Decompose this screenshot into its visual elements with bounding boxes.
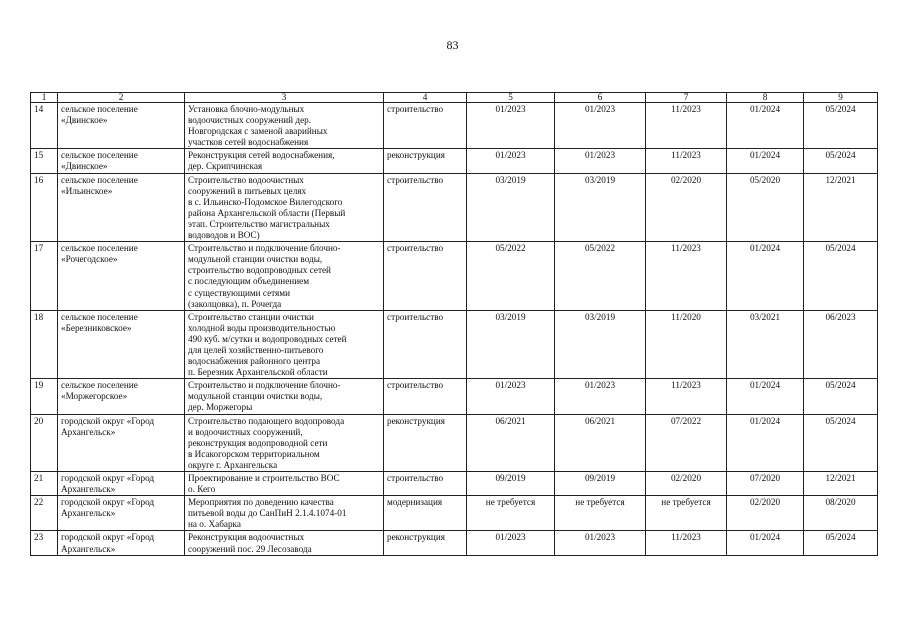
date-cell: 06/2021 — [467, 414, 555, 471]
date-cell: 11/2023 — [646, 149, 727, 173]
date-cell: 02/2020 — [646, 173, 727, 242]
description-line: в с. Ильинско-Подомское Вилегодского — [188, 196, 343, 207]
date-cell: не требуется — [646, 496, 727, 531]
settlement-cell — [58, 242, 185, 311]
description-line: Реконструкция сетей водоснабжения, — [188, 150, 335, 161]
description-line: о. Кего — [188, 484, 216, 495]
row-number-cell: 22 — [31, 496, 58, 531]
description-line: на о. Хабарка — [188, 519, 241, 530]
settlement-cell — [58, 496, 185, 531]
date-cell: 02/2020 — [727, 496, 804, 531]
date-cell: 05/2022 — [467, 242, 555, 311]
settlement-line: «Моржегорское» — [61, 391, 128, 402]
description-cell — [185, 379, 384, 414]
date-cell: 12/2021 — [804, 173, 878, 242]
date-cell: 01/2024 — [727, 531, 804, 555]
description-line: Строительство и подключение блочно- — [188, 243, 341, 254]
description-cell — [185, 472, 384, 496]
description-line: сооружений пос. 29 Лесозавода — [188, 543, 312, 554]
description-line: питьевой воды до СанПиН 2.1.4.1074-01 — [188, 508, 347, 519]
date-cell: 11/2023 — [646, 379, 727, 414]
date-cell: 03/2019 — [467, 310, 555, 379]
settlement-line: Архангельск» — [61, 426, 116, 437]
row-number-cell: 18 — [31, 310, 58, 379]
work-type-cell: строительство — [384, 173, 467, 242]
description-line: водоснабжения районного центра — [188, 356, 321, 367]
date-cell: 11/2023 — [646, 103, 727, 149]
description-line: в Исакогорском территориальном — [188, 448, 320, 459]
description-cell — [185, 414, 384, 471]
description-line: Строительство и подключение блочно- — [188, 380, 341, 391]
date-cell: 03/2019 — [555, 310, 646, 379]
date-cell: 01/2024 — [727, 242, 804, 311]
column-number-header: 4 — [384, 93, 467, 103]
description-line: строительство водопроводных сетей — [188, 265, 331, 276]
work-type-cell: строительство — [384, 103, 467, 149]
column-number-header: 9 — [804, 93, 878, 103]
description-line: модульной станции очистки воды, — [188, 391, 323, 402]
table-row — [31, 173, 878, 242]
date-cell: 11/2020 — [646, 310, 727, 379]
description-line: с существующими сетями — [188, 287, 291, 298]
date-cell: 05/2024 — [804, 379, 878, 414]
work-type-cell: строительство — [384, 310, 467, 379]
column-number-header: 6 — [555, 93, 646, 103]
page-number: 83 — [446, 38, 459, 52]
work-type-cell: модернизация — [384, 496, 467, 531]
table-row — [31, 414, 878, 471]
date-cell: 01/2024 — [727, 103, 804, 149]
date-cell: 01/2023 — [467, 531, 555, 555]
description-line: Установка блочно-модульных — [188, 104, 305, 114]
description-cell — [185, 149, 384, 173]
date-cell: 01/2023 — [555, 531, 646, 555]
settlement-line: Архангельск» — [61, 484, 116, 495]
description-line: модульной станции очистки воды, — [188, 254, 323, 265]
table-row — [31, 531, 878, 555]
column-number-header: 1 — [31, 93, 58, 103]
description-cell — [185, 103, 384, 149]
settlement-line: городской округ «Город — [61, 415, 155, 426]
settlement-line: «Двинское» — [61, 161, 108, 172]
settlement-line: «Березниковское» — [61, 322, 132, 333]
description-line: реконструкция водопроводной сети — [188, 437, 328, 448]
date-cell: 01/2023 — [467, 149, 555, 173]
row-number-cell: 20 — [31, 414, 58, 471]
work-type-cell: реконструкция — [384, 414, 467, 471]
settlement-line: «Рочегодское» — [61, 254, 118, 265]
date-cell: 02/2020 — [646, 472, 727, 496]
date-cell: 05/2024 — [804, 103, 878, 149]
description-line: с последующим объединением — [188, 276, 310, 287]
description-line: участков сетей водоснабжения — [188, 137, 309, 148]
description-line: п. Березник Архангельской области — [188, 367, 328, 378]
date-cell: 01/2023 — [467, 379, 555, 414]
date-cell: 01/2023 — [555, 379, 646, 414]
description-line: для целей хозяйственно-питьевого — [188, 344, 324, 355]
table-row — [31, 149, 878, 173]
description-line: Строительство станции очистки — [188, 311, 314, 322]
table-row — [31, 103, 878, 149]
settlement-cell — [58, 472, 185, 496]
description-line: и водоочистных сооружений, — [188, 426, 303, 437]
row-number-cell: 21 — [31, 472, 58, 496]
work-type-cell: строительство — [384, 472, 467, 496]
settlement-line: городской округ «Город — [61, 473, 155, 483]
settlement-cell — [58, 173, 185, 242]
description-cell — [185, 173, 384, 242]
row-number-cell: 17 — [31, 242, 58, 311]
date-cell: 03/2019 — [467, 173, 555, 242]
work-type-cell: реконструкция — [384, 531, 467, 555]
column-number-header: 8 — [727, 93, 804, 103]
date-cell: 11/2023 — [646, 242, 727, 311]
description-cell — [185, 310, 384, 379]
description-line: Строительство подающего водопровода — [188, 415, 345, 426]
description-line: сооружений в питьевых целях — [188, 185, 307, 196]
date-cell: 06/2023 — [804, 310, 878, 379]
table-row — [31, 496, 878, 531]
settlement-cell — [58, 310, 185, 379]
date-cell: 07/2020 — [727, 472, 804, 496]
description-line: Проектирование и строительство ВОС — [188, 473, 340, 483]
date-cell: 07/2022 — [646, 414, 727, 471]
date-cell: не требуется — [555, 496, 646, 531]
settlement-line: Архангельск» — [61, 508, 116, 519]
column-number-header: 5 — [467, 93, 555, 103]
date-cell: 05/2022 — [555, 242, 646, 311]
date-cell: 01/2024 — [727, 149, 804, 173]
settlement-cell — [58, 103, 185, 149]
row-number-cell: 23 — [31, 531, 58, 555]
schedule-table — [30, 92, 878, 556]
date-cell: 06/2021 — [555, 414, 646, 471]
description-cell — [185, 531, 384, 555]
table-row — [31, 379, 878, 414]
table-row — [31, 310, 878, 379]
date-cell: 08/2020 — [804, 496, 878, 531]
settlement-cell — [58, 531, 185, 555]
settlement-line: сельское поселение — [61, 174, 138, 185]
settlement-line: сельское поселение — [61, 150, 138, 161]
date-cell: 01/2023 — [555, 103, 646, 149]
header-row — [31, 93, 878, 103]
row-number-cell: 14 — [31, 103, 58, 149]
settlement-line: городской округ «Город — [61, 497, 155, 508]
date-cell: 11/2023 — [646, 531, 727, 555]
date-cell: 12/2021 — [804, 472, 878, 496]
description-line: холодной воды производительностью — [188, 322, 336, 333]
work-type-cell: строительство — [384, 242, 467, 311]
date-cell: 05/2024 — [804, 149, 878, 173]
description-line: (заколцовка), п. Рочегда — [188, 298, 282, 309]
description-line: Реконструкция водоочистных — [188, 532, 305, 543]
date-cell: 01/2023 — [467, 103, 555, 149]
row-number-cell: 16 — [31, 173, 58, 242]
date-cell: 09/2019 — [555, 472, 646, 496]
table-row — [31, 472, 878, 496]
date-cell: не требуется — [467, 496, 555, 531]
description-line: Строительство водоочистных — [188, 174, 304, 185]
settlement-cell — [58, 414, 185, 471]
date-cell: 03/2019 — [555, 173, 646, 242]
work-type-cell: строительство — [384, 379, 467, 414]
date-cell: 05/2024 — [804, 531, 878, 555]
date-cell: 01/2023 — [555, 149, 646, 173]
table-row — [31, 242, 878, 311]
row-number-cell: 19 — [31, 379, 58, 414]
description-line: округе г. Архангельска — [188, 459, 278, 470]
description-line: водоводов и ВОС) — [188, 230, 260, 241]
settlement-cell — [58, 379, 185, 414]
description-cell — [185, 496, 384, 531]
date-cell: 01/2024 — [727, 379, 804, 414]
description-line: 490 куб. м/сутки и водопроводных сетей — [188, 333, 347, 344]
settlement-line: Архангельск» — [61, 543, 116, 554]
column-number-header: 7 — [646, 93, 727, 103]
column-number-header: 3 — [185, 93, 384, 103]
row-number-cell: 15 — [31, 149, 58, 173]
work-type-cell: реконструкция — [384, 149, 467, 173]
settlement-line: «Ильинское» — [61, 185, 113, 196]
date-cell: 05/2020 — [727, 173, 804, 242]
description-line: Мероприятия по доведению качества — [188, 497, 334, 508]
date-cell: 05/2024 — [804, 242, 878, 311]
description-line: Новгородская с заменой аварийных — [188, 126, 328, 137]
settlement-line: сельское поселение — [61, 104, 138, 114]
description-line: водоочистных сооружений дер. — [188, 115, 312, 126]
settlement-line: «Двинское» — [61, 115, 108, 126]
date-cell: 01/2024 — [727, 414, 804, 471]
settlement-line: сельское поселение — [61, 243, 138, 254]
date-cell: 05/2024 — [804, 414, 878, 471]
settlement-line: сельское поселение — [61, 311, 138, 322]
description-line: дер. Скрипчинская — [188, 161, 263, 172]
settlement-cell — [58, 149, 185, 173]
date-cell: 03/2021 — [727, 310, 804, 379]
settlement-line: городской округ «Город — [61, 532, 155, 543]
date-cell: 09/2019 — [467, 472, 555, 496]
description-cell — [185, 242, 384, 311]
column-number-header: 2 — [58, 93, 185, 103]
settlement-line: сельское поселение — [61, 380, 138, 391]
description-line: дер. Моржегоры — [188, 402, 253, 413]
description-line: района Архангельской области (Первый — [188, 207, 346, 218]
description-line: этап. Строительство магистральных — [188, 218, 330, 229]
